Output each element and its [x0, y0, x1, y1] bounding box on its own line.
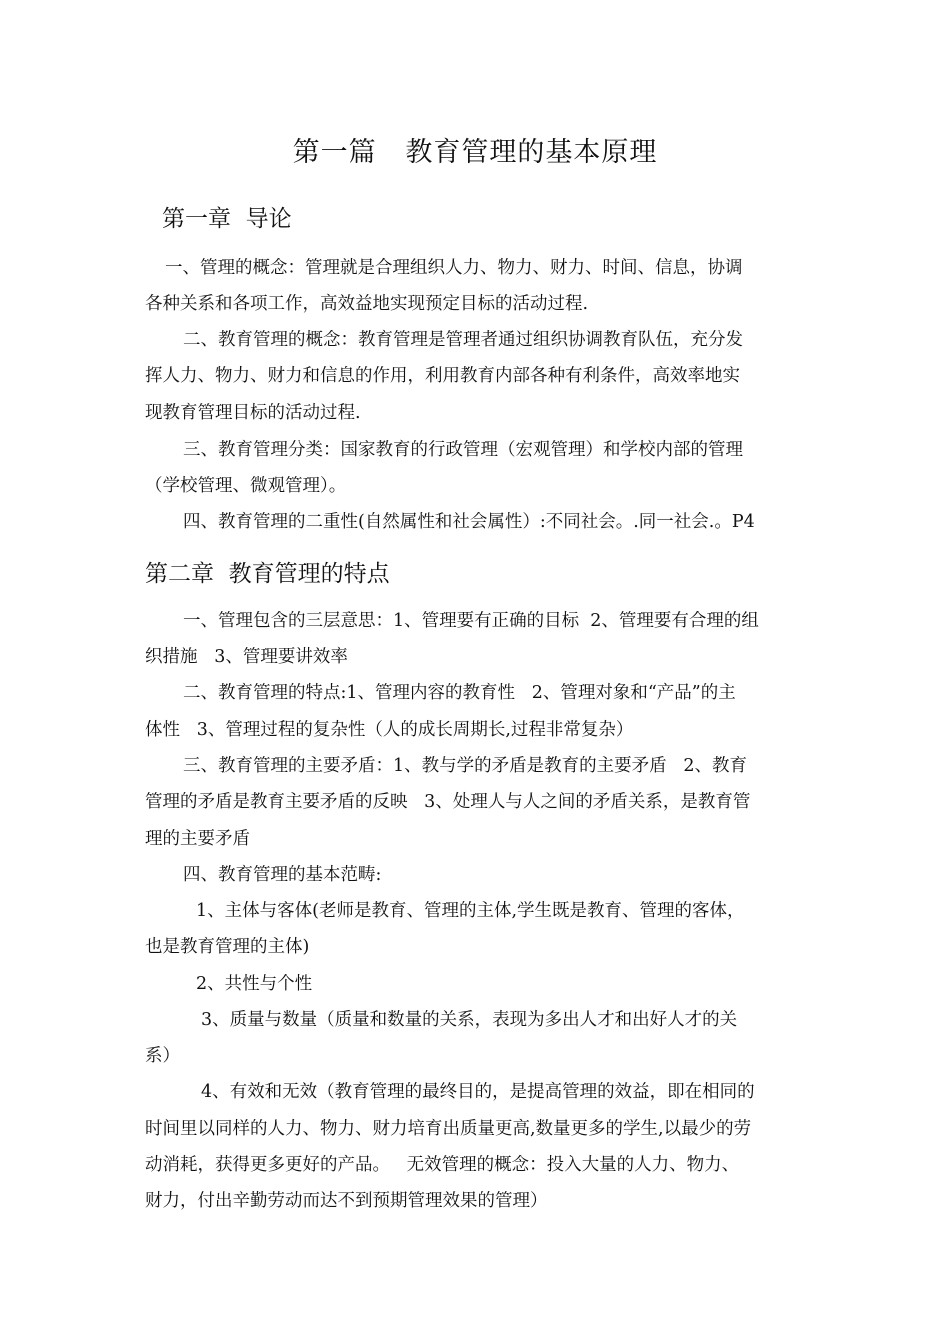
paragraph-line: 系）: [145, 1046, 180, 1066]
paragraph-line: 现教育管理目标的活动过程.: [145, 403, 361, 423]
paragraph-line: 挥人力、物力、财力和信息的作用，利用教育内部各种有利条件，高效率地实: [145, 366, 740, 386]
paragraph-line: 三、教育管理分类：国家教育的行政管理（宏观管理）和学校内部的管理: [183, 440, 743, 460]
paragraph-line: 体性 3、管理过程的复杂性（人的成长周期长,过程非常复杂）: [145, 720, 634, 740]
paragraph-line: 四、教育管理的二重性(自然属性和社会属性）:不同社会。.同一社会.。P4: [183, 512, 755, 532]
paragraph-line: 二、教育管理的概念：教育管理是管理者通过组织协调教育队伍，充分发: [183, 330, 743, 350]
paragraph-line: 4、有效和无效（教育管理的最终目的，是提高管理的效益，即在相同的: [201, 1082, 755, 1102]
paragraph-line: 3、质量与数量（质量和数量的关系，表现为多出人才和出好人才的关: [201, 1010, 738, 1030]
paragraph-line: 时间里以同样的人力、物力、财力培育出质量更高,数量更多的学生,以最少的劳: [145, 1119, 752, 1139]
paragraph-line: 动消耗，获得更多更好的产品。 无效管理的概念：投入大量的人力、物力、: [145, 1155, 740, 1175]
paragraph-line: 二、教育管理的特点:1、管理内容的教育性 2、管理对象和“产品”的主: [183, 683, 736, 703]
chapter-heading-2: 第二章 教育管理的特点: [145, 561, 390, 587]
paragraph-line: 一、管理包含的三层意思：1、管理要有正确的目标 2、管理要有合理的组: [183, 611, 759, 631]
document-title: 第一篇 教育管理的基本原理: [292, 137, 658, 168]
paragraph-line: 织措施 3、管理要讲效率: [145, 647, 348, 667]
paragraph-line: 1、主体与客体(老师是教育、管理的主体,学生既是教育、管理的客体，: [196, 901, 745, 921]
paragraph-line: 四、教育管理的基本范畴:: [183, 865, 382, 885]
paragraph-line: 2、共性与个性: [196, 974, 313, 994]
paragraph-line: 管理的矛盾是教育主要矛盾的反映 3、处理人与人之间的矛盾关系，是教育管: [145, 792, 751, 812]
paragraph-line: 财力，付出辛勤劳动而达不到预期管理效果的管理）: [145, 1191, 548, 1211]
paragraph-line: 也是教育管理的主体): [145, 937, 310, 957]
paragraph-line: 三、教育管理的主要矛盾：1、教与学的矛盾是教育的主要矛盾 2、教育: [183, 756, 747, 776]
chapter-heading-1: 第一章 导论: [162, 206, 292, 232]
paragraph-line: （学校管理、微观管理）。: [145, 476, 347, 496]
paragraph-line: 理的主要矛盾: [145, 829, 250, 849]
paragraph-line: 一、管理的概念：管理就是合理组织人力、物力、财力、时间、信息，协调: [165, 258, 743, 278]
paragraph-line: 各种关系和各项工作，高效益地实现预定目标的活动过程.: [145, 294, 589, 314]
